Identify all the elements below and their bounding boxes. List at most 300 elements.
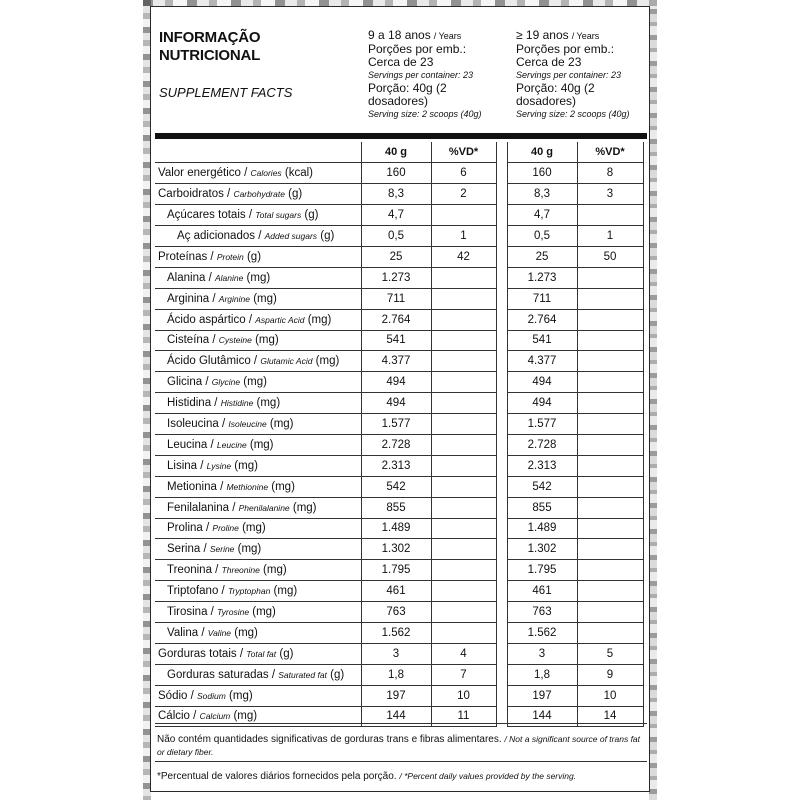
nutrient-name-pt: Isoleucina: [167, 418, 219, 431]
dv-youth: [431, 539, 496, 560]
amount-adult: 8,3: [507, 184, 577, 205]
nutrient-label: [155, 518, 361, 539]
table-row: [155, 560, 643, 581]
amount-youth: 855: [361, 497, 431, 518]
nutrient-label: [155, 330, 361, 351]
table-row: [155, 685, 643, 706]
age-range: ≥ 19 anos: [516, 28, 569, 42]
nutrient-name-en: Proline: [212, 523, 239, 534]
amount-youth: 144: [361, 706, 431, 727]
nutrition-table: [155, 142, 644, 727]
dv-adult: [577, 288, 643, 309]
dv-adult: [577, 581, 643, 602]
name-separator: /: [202, 376, 212, 389]
table-row: [155, 163, 643, 184]
amount-adult: 494: [507, 372, 577, 393]
nutrient-name-en: Threonine: [221, 565, 260, 576]
nutrient-label: [155, 685, 361, 706]
amount-youth: 1.562: [361, 622, 431, 643]
nutrient-name-pt: Gorduras totais: [158, 647, 237, 660]
dv-adult: [577, 205, 643, 226]
column-gap: [496, 205, 507, 226]
name-separator: /: [218, 585, 228, 598]
nutrient-name-pt: Cálcio: [158, 710, 190, 723]
nutrient-unit: (g): [288, 188, 303, 201]
name-separator: /: [245, 209, 256, 222]
nutrient-unit: (mg): [242, 522, 266, 535]
dv-youth: [431, 288, 496, 309]
nutrient-unit: (mg): [292, 501, 317, 514]
dv-youth: 1: [431, 226, 496, 247]
nutrient-name-pt: Triptofano: [167, 585, 219, 598]
amount-adult: 1.795: [507, 560, 577, 581]
nutrient-name-en: Leucine: [216, 439, 247, 450]
dv-adult: [577, 602, 643, 623]
nutrient-name-pt: Metionina: [167, 480, 217, 493]
name-separator: /: [216, 480, 227, 493]
table-row: [155, 288, 643, 309]
amount-youth: 1.273: [361, 267, 431, 288]
name-separator: /: [236, 647, 247, 660]
name-separator: /: [198, 626, 208, 639]
dv-adult: [577, 434, 643, 455]
nutrient-unit: (mg): [234, 459, 258, 472]
dv-header-youth: %VD*: [431, 142, 496, 163]
name-separator: /: [211, 564, 222, 577]
column-gap: [496, 184, 507, 205]
nutrient-name-pt: Serina: [167, 543, 201, 556]
servings-label: Porções por emb.:: [368, 42, 467, 56]
nutrient-name-en: Glycine: [211, 377, 241, 388]
amount-youth: 3: [361, 643, 431, 664]
nutrient-name-en: Tryptophan: [227, 586, 271, 597]
nutrient-label: [155, 309, 361, 330]
table-row: [155, 476, 643, 497]
nutrient-unit: (g): [330, 668, 345, 681]
nutrient-name-en: Valine: [207, 627, 232, 638]
column-gap: [496, 330, 507, 351]
nutrient-unit: (mg): [229, 689, 253, 702]
nutrient-name-pt: Ácido Glutâmico: [167, 355, 251, 368]
nutrient-unit: (g): [246, 250, 262, 263]
dv-youth: [431, 560, 496, 581]
nutrient-name-en: Aspartic Acid: [255, 314, 305, 325]
name-separator: /: [250, 355, 261, 368]
nutrient-unit: (mg): [252, 606, 276, 619]
nutrient-label: [155, 539, 361, 560]
nutrient-label: [155, 414, 361, 435]
amount-adult: 461: [507, 581, 577, 602]
dv-youth: [431, 602, 496, 623]
nutrient-name-en: Cysteine: [218, 335, 252, 346]
nutrient-unit: (g): [279, 647, 294, 660]
column-gap: [496, 246, 507, 267]
nutrient-name-en: Saturated fat: [278, 669, 327, 680]
dv-adult: [577, 476, 643, 497]
dv-adult: [577, 622, 643, 643]
amount-youth: 494: [361, 393, 431, 414]
nutrient-name-pt: Arginina: [167, 292, 210, 305]
nutrient-name-pt: Leucina: [167, 438, 208, 451]
table-row: [155, 539, 643, 560]
nutrient-name-pt: Valor energético: [158, 167, 241, 180]
nutrient-name-en: Sodium: [197, 690, 226, 701]
amount-youth: 711: [361, 288, 431, 309]
column-gap: [496, 497, 507, 518]
nutrient-unit: (mg): [249, 438, 274, 451]
dv-adult: 1: [577, 226, 643, 247]
column-gap: [496, 267, 507, 288]
table-header-label: [155, 142, 361, 163]
amount-adult: 1.562: [507, 622, 577, 643]
nutrient-label: [155, 643, 361, 664]
nutrient-name-pt: Gorduras saturadas: [167, 668, 269, 681]
dv-adult: [577, 414, 643, 435]
amount-youth: 1.302: [361, 539, 431, 560]
nutrient-label: [155, 455, 361, 476]
nutrient-label: [155, 288, 361, 309]
amount-adult: 1.273: [507, 267, 577, 288]
name-separator: /: [245, 313, 256, 326]
amount-adult: 160: [507, 163, 577, 184]
amount-youth: 461: [361, 581, 431, 602]
nutrient-name-en: Carbohydrate: [233, 189, 285, 200]
dv-youth: [431, 455, 496, 476]
column-gap: [496, 309, 507, 330]
table-row: [155, 226, 643, 247]
nutrient-label: [155, 476, 361, 497]
dv-youth: [431, 372, 496, 393]
table-header-row: [155, 142, 643, 163]
nutrient-name-en: Total sugars: [255, 210, 302, 221]
amount-adult: 494: [507, 393, 577, 414]
servings-en: Servings per container: 23: [368, 70, 474, 80]
nutrient-name-en: Lysine: [206, 460, 232, 471]
column-gap: [496, 226, 507, 247]
nutrient-name-en: Arginine: [218, 293, 250, 304]
column-gap: [496, 539, 507, 560]
table-row: [155, 434, 643, 455]
dv-youth: [431, 330, 496, 351]
table-row: [155, 414, 643, 435]
table-row: [155, 393, 643, 414]
amount-youth: 160: [361, 163, 431, 184]
nutrient-unit: (g): [320, 230, 335, 242]
amount-youth: 25: [361, 246, 431, 267]
amount-youth: 1.795: [361, 560, 431, 581]
nutrient-name-en: Phenilalanine: [238, 502, 290, 513]
nutrient-unit: (mg): [234, 626, 258, 639]
label-title-block: [159, 29, 359, 100]
dv-youth: [431, 622, 496, 643]
name-separator: /: [189, 710, 200, 723]
name-separator: /: [209, 334, 219, 347]
nutrient-unit: (mg): [307, 313, 332, 326]
dv-youth: 10: [431, 685, 496, 706]
column-gap: [496, 602, 507, 623]
amount-youth: 494: [361, 372, 431, 393]
nutrient-unit: (mg): [271, 480, 295, 493]
age-range: 9 a 18 anos: [368, 28, 431, 42]
dv-youth: 7: [431, 664, 496, 685]
column-gap: [496, 560, 507, 581]
nutrient-unit: (kcal): [284, 167, 314, 180]
nutrient-label: [155, 434, 361, 455]
nutrient-name-en: Alanine: [214, 272, 244, 283]
servings-approx: Cerca de 23: [368, 55, 434, 69]
nutrient-label: [155, 393, 361, 414]
name-separator: /: [255, 230, 265, 242]
servings-label: Porções por emb.:: [516, 42, 615, 56]
dv-adult: [577, 560, 643, 581]
table-row: [155, 372, 643, 393]
table-row: [155, 518, 643, 539]
amount-youth: 4.377: [361, 351, 431, 372]
column-gap: [496, 643, 507, 664]
nutrition-label: [150, 6, 650, 792]
name-separator: /: [187, 689, 198, 702]
table-row: [155, 330, 643, 351]
nutrient-unit: (mg): [315, 355, 340, 368]
nutrient-name-pt: Proteínas: [158, 250, 208, 263]
portion-label: Porção: 40g (2 dosadores): [368, 81, 447, 108]
daily-value-note: [157, 770, 645, 783]
amount-youth: 2.313: [361, 455, 431, 476]
dv-adult: 8: [577, 163, 643, 184]
nutrient-name-en: Total fat: [246, 648, 277, 659]
dv-adult: 5: [577, 643, 643, 664]
name-separator: /: [240, 167, 251, 180]
nutrient-label: [155, 497, 361, 518]
nutrient-label: [155, 184, 361, 205]
nutrient-name-pt: Açúcares totais: [167, 209, 246, 222]
column-gap: [496, 351, 507, 372]
dv-adult: [577, 455, 643, 476]
dv-youth: [431, 414, 496, 435]
nutrient-name-en: Isoleucine: [228, 419, 267, 430]
nutrient-unit: (mg): [253, 292, 277, 305]
dv-youth: [431, 309, 496, 330]
notes-divider: [155, 723, 647, 724]
dv-youth: [431, 351, 496, 372]
column-gap: [496, 288, 507, 309]
dv-adult: [577, 393, 643, 414]
amount-adult: 711: [507, 288, 577, 309]
subtitle: SUPPLEMENT FACTS: [159, 85, 293, 100]
amount-youth: 197: [361, 685, 431, 706]
nutrient-name-pt: Lisina: [167, 459, 198, 472]
header-column-adult: [516, 29, 656, 121]
amount-youth: 541: [361, 330, 431, 351]
column-gap: [496, 685, 507, 706]
amount-adult: 2.764: [507, 309, 577, 330]
nutrient-unit: (mg): [243, 376, 267, 389]
dv-youth: [431, 497, 496, 518]
nutrient-label: [155, 246, 361, 267]
header-divider: [155, 133, 647, 139]
nutrient-name-en: Serine: [209, 544, 235, 555]
dv-youth: 11: [431, 706, 496, 727]
name-separator: /: [209, 292, 219, 305]
column-gap: [496, 622, 507, 643]
nutrient-name-pt: Aç adicionados: [177, 230, 255, 242]
amount-adult: 3: [507, 643, 577, 664]
dv-youth: 4: [431, 643, 496, 664]
nutrient-unit: (mg): [237, 543, 262, 556]
dv-adult: [577, 351, 643, 372]
nutrient-unit: (mg): [233, 710, 258, 723]
dv-youth: [431, 267, 496, 288]
name-separator: /: [202, 522, 213, 535]
dv-adult: [577, 267, 643, 288]
amount-youth: 4,7: [361, 205, 431, 226]
name-separator: /: [229, 501, 239, 514]
title-line-1: INFORMAÇÃO: [159, 29, 261, 46]
table-row: [155, 309, 643, 330]
dv-youth: 42: [431, 246, 496, 267]
column-gap: [496, 434, 507, 455]
name-separator: /: [223, 188, 234, 201]
name-separator: /: [207, 606, 218, 619]
column-gap: [496, 163, 507, 184]
nutrient-name-pt: Treonina: [167, 564, 212, 577]
nutrient-unit: (mg): [269, 418, 294, 431]
amount-adult: 763: [507, 602, 577, 623]
amount-adult: 1.577: [507, 414, 577, 435]
amount-youth: 542: [361, 476, 431, 497]
portion-label: Porção: 40g (2 dosadores): [516, 81, 595, 108]
nutrient-name-en: Added sugars: [264, 231, 318, 241]
nutrient-name-en: Histidine: [220, 398, 254, 409]
name-separator: /: [268, 668, 279, 681]
dv-header-adult: %VD*: [577, 142, 643, 163]
amount-header-adult: 40 g: [507, 142, 577, 163]
dv-adult: [577, 372, 643, 393]
table-row: [155, 622, 643, 643]
nutrient-name-pt: Tirosina: [167, 606, 208, 619]
amount-adult: 1.302: [507, 539, 577, 560]
amount-youth: 2.764: [361, 309, 431, 330]
nutrient-label: [155, 602, 361, 623]
dv-youth: 2: [431, 184, 496, 205]
nutrient-name-pt: Ácido aspártico: [167, 313, 246, 326]
nutrient-label: [155, 664, 361, 685]
portion-en: Serving size: 2 scoops (40g): [368, 109, 482, 119]
nutrient-label: [155, 622, 361, 643]
nutrient-unit: (mg): [263, 564, 287, 577]
amount-adult: 2.728: [507, 434, 577, 455]
amount-youth: 1,8: [361, 664, 431, 685]
nutrient-name-pt: Glicina: [167, 376, 203, 389]
column-gap: [496, 372, 507, 393]
nutrient-name-pt: Prolina: [167, 522, 203, 535]
nutrient-name-pt: Valina: [167, 626, 199, 639]
table-row: [155, 497, 643, 518]
amount-adult: 541: [507, 330, 577, 351]
column-gap: [496, 518, 507, 539]
dv-youth: [431, 393, 496, 414]
table-row: [155, 643, 643, 664]
nutrient-label: [155, 581, 361, 602]
amount-youth: 1.577: [361, 414, 431, 435]
nutrient-name-en: Tyrosine: [217, 607, 250, 618]
servings-approx: Cerca de 23: [516, 55, 582, 69]
name-separator: /: [197, 459, 207, 472]
name-separator: /: [200, 543, 210, 556]
nutrient-name-pt: Cisteína: [167, 334, 210, 347]
nutrient-unit: (mg): [273, 585, 298, 598]
amount-youth: 2.728: [361, 434, 431, 455]
table-row: [155, 602, 643, 623]
servings-en: Servings per container: 23: [516, 70, 622, 80]
age-range-en: / Years: [571, 31, 600, 41]
amount-header-youth: 40 g: [361, 142, 431, 163]
amount-adult: 144: [507, 706, 577, 727]
nutrient-label: [155, 351, 361, 372]
amount-adult: 0,5: [507, 226, 577, 247]
column-gap: [496, 664, 507, 685]
dv-adult: [577, 518, 643, 539]
amount-adult: 1.489: [507, 518, 577, 539]
dv-adult: 50: [577, 246, 643, 267]
name-separator: /: [205, 271, 215, 284]
table-row: [155, 664, 643, 685]
dv-youth: [431, 476, 496, 497]
column-gap: [496, 142, 507, 163]
nutrient-name-en: Calories: [250, 168, 282, 179]
nutrient-name-en: Methionine: [226, 481, 269, 492]
nutrient-label: [155, 372, 361, 393]
amount-youth: 763: [361, 602, 431, 623]
amount-youth: 8,3: [361, 184, 431, 205]
column-gap: [496, 393, 507, 414]
dv-adult: [577, 309, 643, 330]
nutrient-name-en: Calcium: [199, 711, 231, 722]
column-gap: [496, 476, 507, 497]
amount-adult: 542: [507, 476, 577, 497]
amount-adult: 4.377: [507, 351, 577, 372]
title-line-2: NUTRICIONAL: [159, 47, 261, 64]
amount-adult: 4,7: [507, 205, 577, 226]
footnote-divider: [155, 761, 647, 762]
amount-youth: 1.489: [361, 518, 431, 539]
column-gap: [496, 581, 507, 602]
dv-youth: [431, 518, 496, 539]
nutrient-name-pt: Fenilalanina: [167, 501, 230, 514]
dv-adult: [577, 539, 643, 560]
dv-adult: 3: [577, 184, 643, 205]
nutrient-unit: (mg): [246, 271, 271, 284]
nutrient-name-pt: Alanina: [167, 271, 206, 284]
nutrient-label: [155, 163, 361, 184]
amount-adult: 197: [507, 685, 577, 706]
table-row: [155, 267, 643, 288]
table-row: [155, 351, 643, 372]
nutrient-unit: (mg): [256, 397, 281, 410]
nutrient-name-pt: Carboidratos: [158, 188, 224, 201]
trans-fat-note-en: / Not a significant source of trans fat or dietary fiber.: [157, 734, 641, 757]
portion-en: Serving size: 2 scoops (40g): [516, 109, 630, 119]
nutrient-name-pt: Sódio: [158, 689, 188, 702]
nutrient-label: [155, 560, 361, 581]
nutrient-unit: (mg): [255, 334, 279, 347]
dv-adult: 14: [577, 706, 643, 727]
trans-fat-note: [157, 733, 645, 759]
dv-adult: [577, 497, 643, 518]
nutrient-label: [155, 205, 361, 226]
column-gap: [496, 414, 507, 435]
nutrient-name-en: Glutamic Acid: [260, 356, 313, 367]
